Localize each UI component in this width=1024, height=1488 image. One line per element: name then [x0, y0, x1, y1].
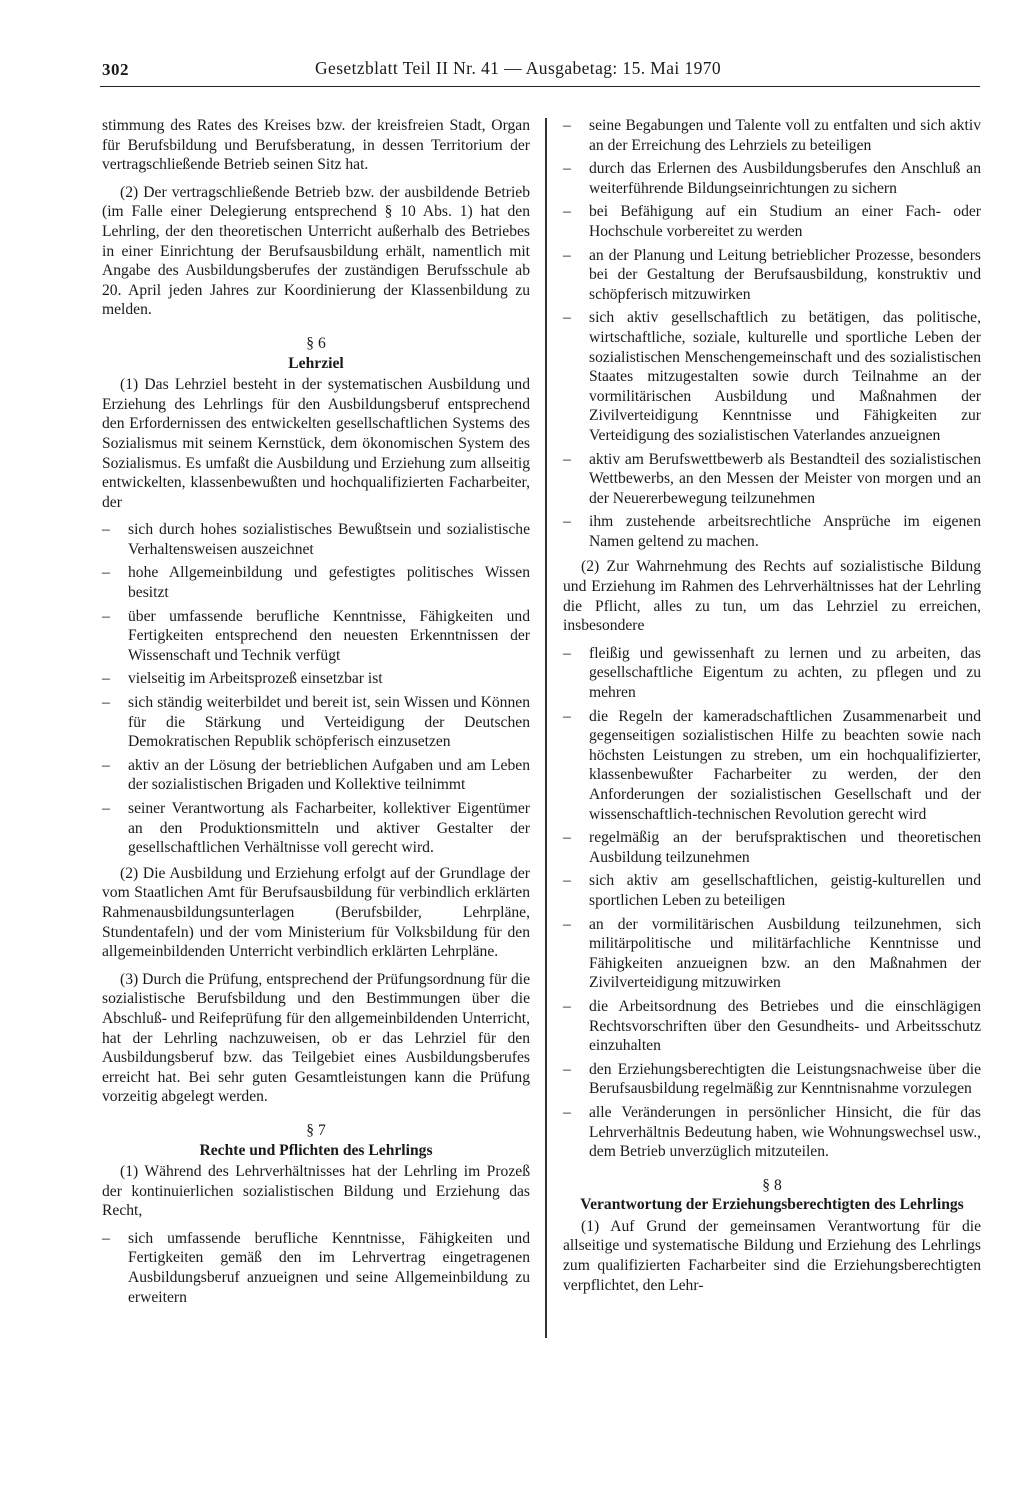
list-item: – durch das Erlernen des Ausbildungsberufes den Anschluß an weiterführende Bildungseinrichtungen zu sichern	[563, 159, 981, 198]
list-item: – sich umfassende berufliche Kenntnisse, Fähigkeiten und Fertigkeiten gemäß den im Lehrvertrag eingetragenen Ausbildungsberuf anzueignen und seine Allgemeinbildung zu erweitern	[102, 1229, 530, 1307]
page-number: 302	[102, 60, 129, 79]
list-item: – vielseitig im Arbeitsprozeß einsetzbar ist	[102, 669, 530, 689]
section-number: § 8	[762, 1176, 782, 1194]
list-item: – seiner Verantwortung als Facharbeiter, kollektiver Eigentümer an den Produktionsmitteln und aktiver Gestalter der gesellschaftlichen Verhältnisse voll gerecht wird.	[102, 799, 530, 858]
paragraph: (3) Durch die Prüfung, entsprechend der Prüfungsordnung für die sozialistische Berufsbildung und den Bestimmungen über die Abschluß- und Reifeprüfung für den allgemeinbildenden Unterricht, hat der Lehrling nachzuweisen, ob er das Lehrziel für den Ausbildungsberuf bzw. das Teilgebiet eines Ausbildungsberufes erreicht hat. Bei sehr guten Gesamtleistungen kann die Prüfung vorzeitig abgelegt werden.	[102, 970, 530, 1106]
section-title: Rechte und Pflichten des Lehrlings	[199, 1141, 433, 1159]
list-item: – aktiv an der Lösung der betrieblichen Aufgaben und am Leben der sozialistischen Brigaden und Kollektive teilnimmt	[102, 756, 530, 795]
paragraph: (2) Der vertragschließende Betrieb bzw. der ausbildende Betrieb (im Falle einer Delegierung entsprechend § 10 Abs. 1) hat den Lehrling, der den theoretischen Unterricht außerhalb des Betriebes in einer Einrichtung der Berufsausbildung erhält, namentlich mit Angabe des Ausbildungsberufes der zuständigen Berufsschule ab 20. April jeden Jahres zur Koordinierung der Klassenbildung zu melden.	[102, 183, 530, 319]
right-column	[563, 116, 981, 1303]
list-item: – bei Befähigung auf ein Studium an einer Fach- oder Hochschule vorbereitet zu werden	[563, 202, 981, 241]
dash-list	[563, 116, 981, 551]
list-item: – aktiv am Berufswettbewerb als Bestandteil des sozialistischen Wettbewerbs, an den Messen der Meister von morgen und an der Neuererbewegung teilzunehmen	[563, 450, 981, 509]
column-divider	[545, 118, 547, 1338]
page-header	[100, 54, 980, 87]
list-item: – sich aktiv gesellschaftlich zu betätigen, das politische, wirtschaftliche, soziale, kulturelle und sportliche Leben der sozialistischen Menschengemeinschaft und des sozialistischen Staates mitzugestalten sowie durch Teilnahme an der vormilitärischen Ausbildung und Maßnahmen der Zivilverteidigung Kenntnisse und Fähigkeiten zur Verteidigung des sozialistischen Vaterlandes anzueignen	[563, 308, 981, 445]
dash-list	[102, 1229, 530, 1307]
paragraph: (2) Zur Wahrnehmung des Rechts auf sozialistische Bildung und Erziehung im Rahmen des Lehrverhältnisses hat der Lehrling die Pflicht, alles zu tun, um das Lehrziel zu erreichen, insbesondere	[563, 558, 981, 635]
list-item: – seine Begabungen und Talente voll zu entfalten und sich aktiv an der Erreichung des Lehrziels zu beteiligen	[563, 116, 981, 155]
left-column	[102, 116, 530, 1313]
dash-list	[102, 520, 530, 858]
list-item: – ihm zustehende arbeitsrechtliche Ansprüche im eigenen Namen geltend zu machen.	[563, 512, 981, 551]
list-item: – fleißig und gewissenhaft zu lernen und zu arbeiten, das gesellschaftliche Eigentum zu achten, zu pflegen und zu mehren	[563, 644, 981, 703]
paragraph: (2) Die Ausbildung und Erziehung erfolgt auf der Grundlage der vom Staatlichen Amt für Berufsausbildung für verbindlich erklärten Rahmenausbildungsunterlagen (Berufsbilder, Lehrpläne, Stundentafeln) und der vom Ministerium für Volksbildung für den allgemeinbildenden Unterricht verbindlich erklärten Lehrpläne.	[102, 864, 530, 961]
list-item: – den Erziehungsberechtigten die Leistungsnachweise über die Berufsausbildung regelmäßig zur Kenntnisnahme vorzulegen	[563, 1060, 981, 1099]
paragraph: (1) Das Lehrziel besteht in der systematischen Ausbildung und Erziehung des Lehrlings für den Ausbildungsberuf entsprechend den Erfordernissen des entwickelten gesellschaftlichen Systems des Sozialismus mit seinem Kernstück, dem ökonomischen System des Sozialismus. Es umfaßt die Ausbildung und Erziehung zum allseitig entwickelten, klassenbewußten und hochqualifizierten Facharbeiter, der	[102, 376, 530, 511]
list-item: – die Regeln der kameradschaftlichen Zusammenarbeit und gegenseitigen sozialistischen Hilfe zu beachten sowie nach höchsten Leistungen zu streben, um ein hochqualifizierter, klassenbewußter Facharbeiter zu werden, der den Anforderungen der sozialistischen Gesellschaft und der wissenschaftlich-technischen Revolution gerecht wird	[563, 707, 981, 825]
list-item: – alle Veränderungen in persönlicher Hinsicht, die für das Lehrverhältnis Bedeutung haben, wie Wohnungswechsel usw., dem Betrieb unverzüglich mitzuteilen.	[563, 1103, 981, 1162]
list-item: – hohe Allgemeinbildung und gefestigtes politisches Wissen besitzt	[102, 563, 530, 602]
list-item: – sich aktiv am gesellschaftlichen, geistig-kulturellen und sportlichen Leben zu beteiligen	[563, 871, 981, 910]
list-item: – regelmäßig an der berufspraktischen und theoretischen Ausbildung teilzunehmen	[563, 828, 981, 867]
paragraph: (1) Auf Grund der gemeinsamen Verantwortung für die allseitige und systematische Bildung und Erziehung des Lehrlings zum qualifizierten Facharbeiter sind die Erziehungsberechtigten verpflichtet, den Lehr-	[563, 1217, 981, 1294]
dash-list	[563, 644, 981, 1162]
list-item: – die Arbeitsordnung des Betriebes und die einschlägigen Rechtsvorschriften über den Gesundheits- und Arbeitsschutz einzuhalten	[563, 997, 981, 1056]
list-item: – über umfassende berufliche Kenntnisse, Fähigkeiten und Fertigkeiten entsprechend den neuesten Erkenntnissen der Wissenschaft und Technik verfügt	[102, 607, 530, 666]
running-head: Gesetzblatt Teil II Nr. 41 — Ausgabetag: 15. Mai 1970	[315, 58, 722, 78]
paragraph: stimmung des Rates des Kreises bzw. der kreisfreien Stadt, Organ für Berufsbildung und Berufsberatung, in dessen Territorium der vertragschließende Betrieb seinen Sitz hat.	[102, 117, 530, 174]
list-item: – an der vormilitärischen Ausbildung teilzunehmen, sich militärpolitische und militärfachliche Kenntnisse und Fähigkeiten anzueignen bzw. an den Maßnahmen der Zivilverteidigung mitzuwirken	[563, 915, 981, 993]
section-title: Verantwortung der Erziehungsberechtigten des Lehrlings	[580, 1196, 964, 1214]
paragraph: (1) Während des Lehrverhältnisses hat der Lehrling im Prozeß der kontinuierlichen sozialistischen Bildung und Erziehung das Recht,	[102, 1163, 530, 1220]
section-number: § 7	[306, 1121, 326, 1139]
list-item: – sich durch hohes sozialistisches Bewußtsein und sozialistische Verhaltensweisen auszeichnet	[102, 520, 530, 559]
list-item: – sich ständig weiterbildet und bereit ist, sein Wissen und Können für die Stärkung und Verteidigung der Deutschen Demokratischen Republik schöpferisch einzusetzen	[102, 693, 530, 752]
section-number: § 6	[306, 334, 326, 352]
list-item: – an der Planung und Leitung betrieblicher Prozesse, besonders bei der Gestaltung der Berufsausbildung, konstruktiv und schöpferisch mitzuwirken	[563, 246, 981, 305]
section-title: Lehrziel	[288, 354, 344, 372]
